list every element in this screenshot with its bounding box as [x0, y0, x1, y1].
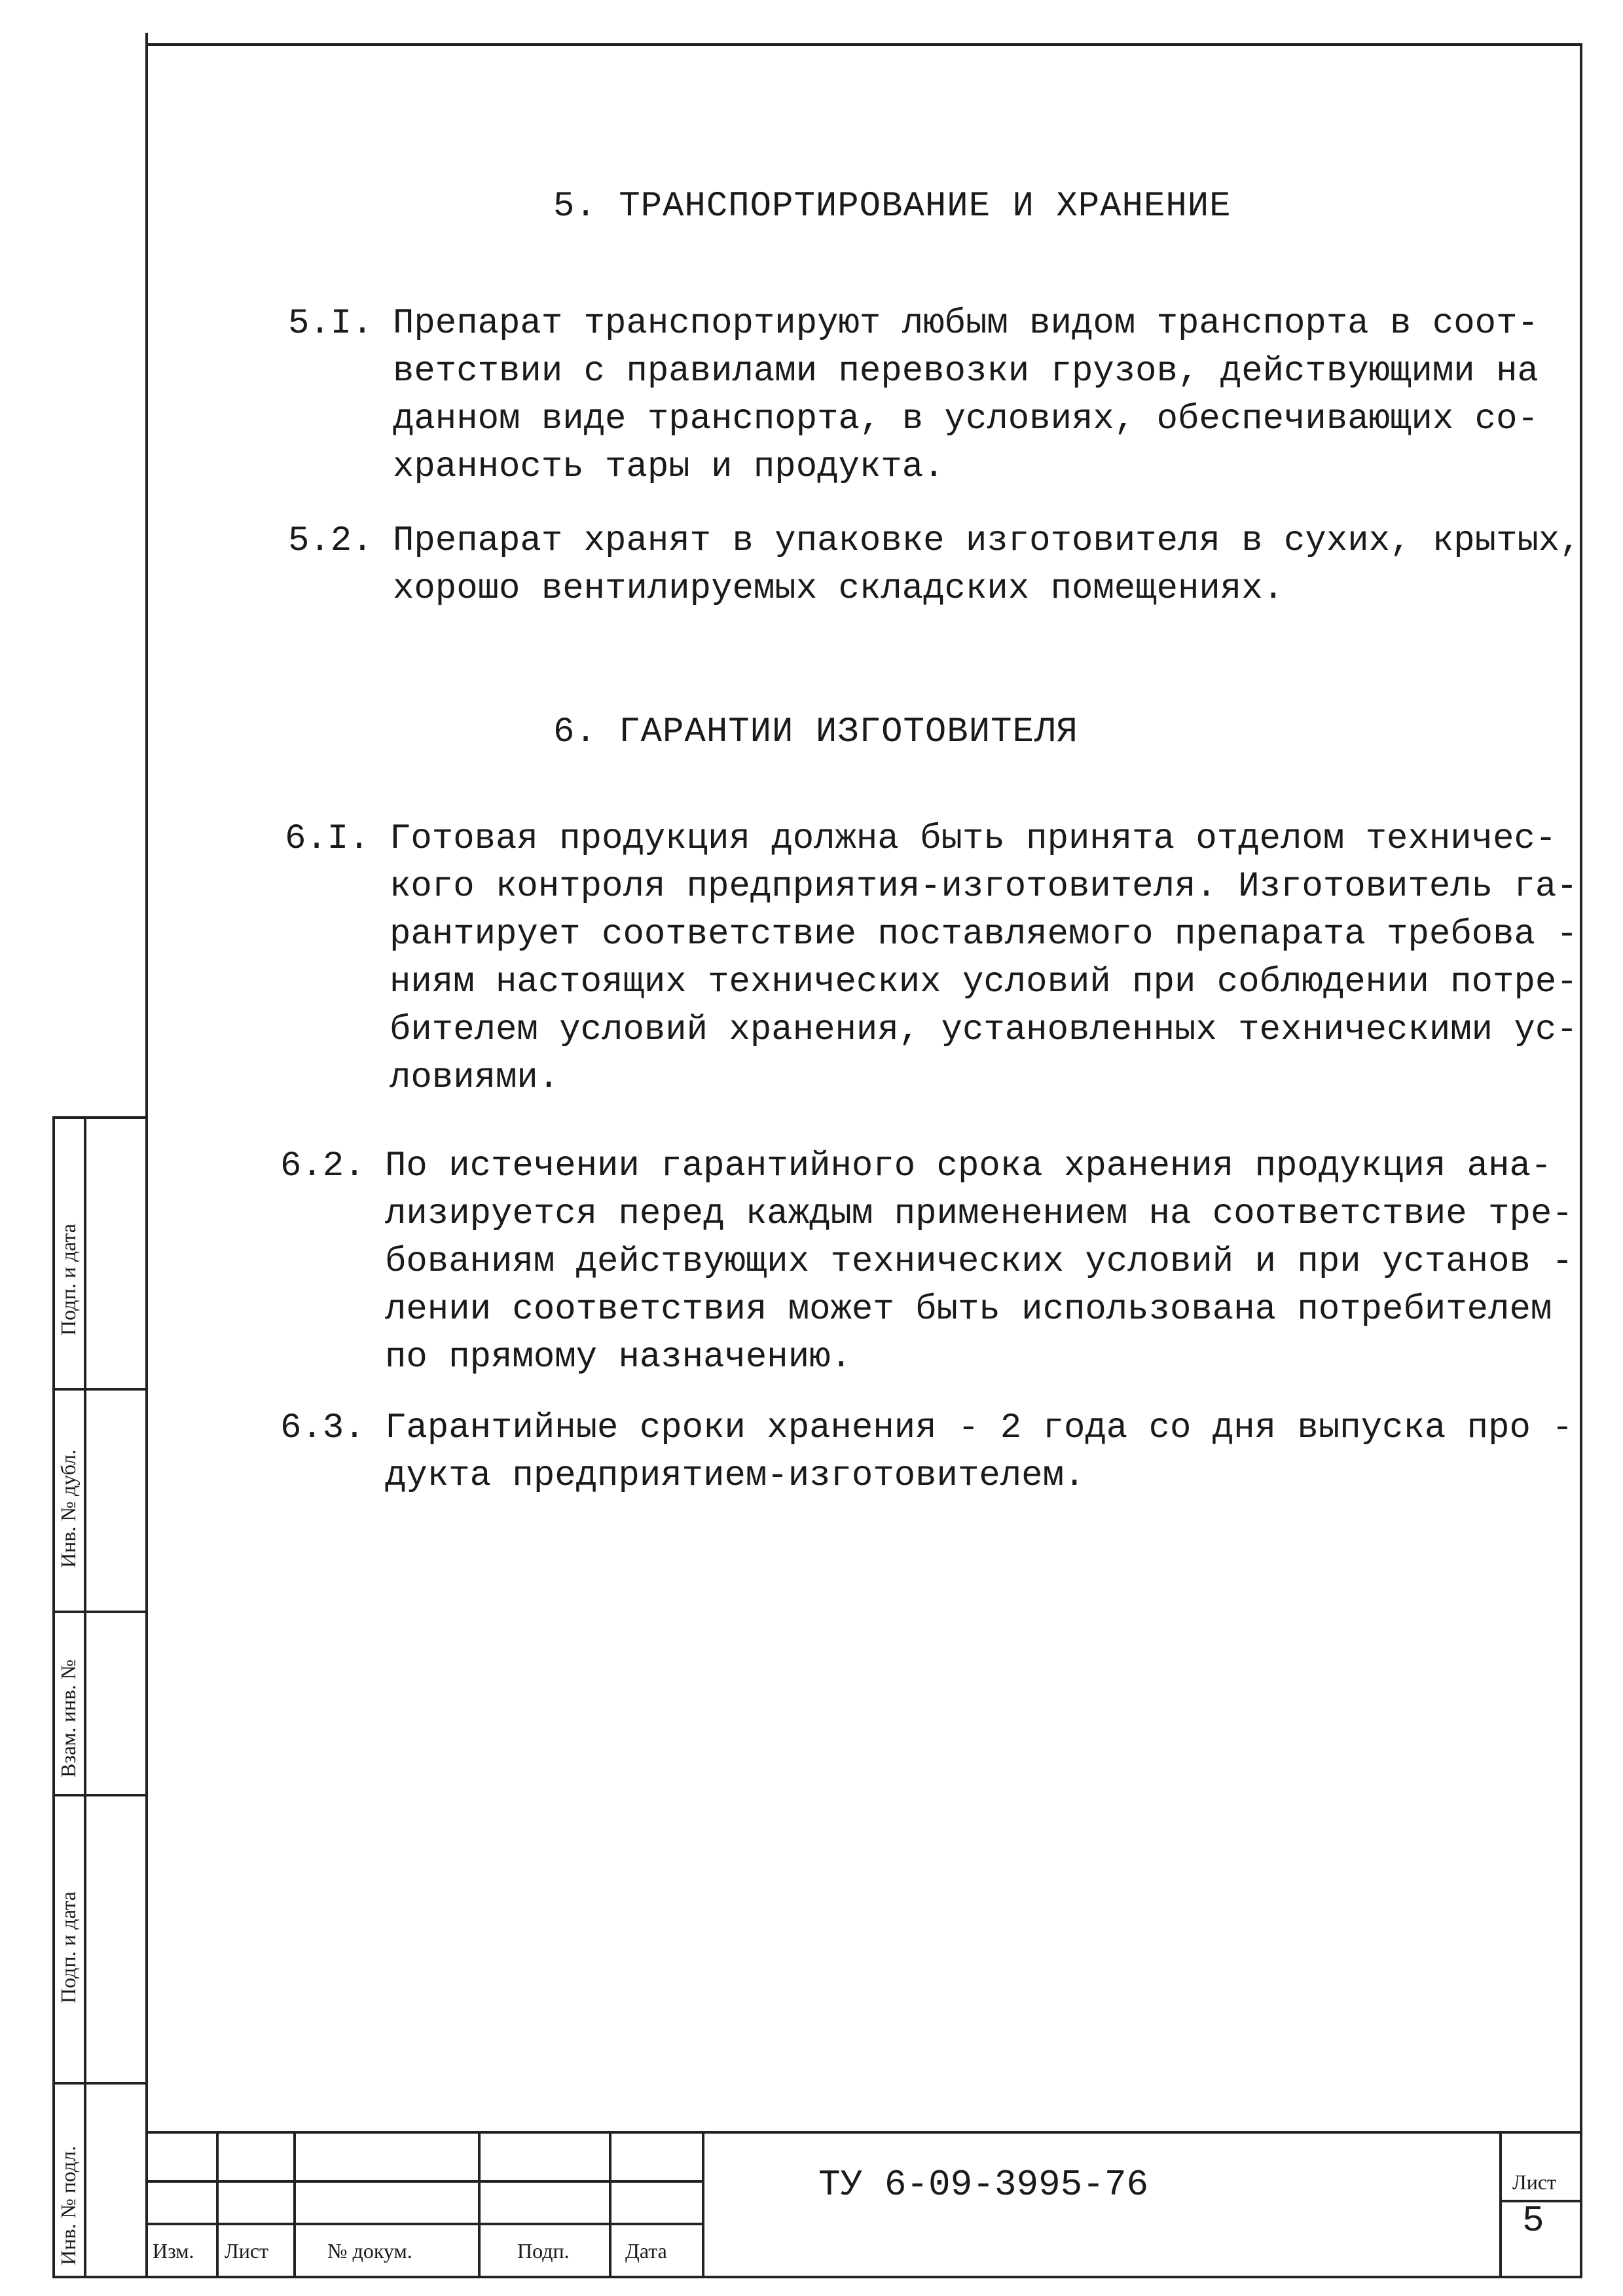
doc-number: ТУ 6-09-3995-76: [818, 2164, 1149, 2206]
item-line: лизируется перед каждым применением на соответствие тре-: [385, 1194, 1573, 1234]
item-line: ниям настоящих технических условий при соблюдении потре-: [390, 962, 1578, 1002]
col-izm: Изм.: [153, 2239, 194, 2263]
item-line: кого контроля предприятия-изготовителя. Изготовитель га-: [390, 867, 1578, 907]
item-line: По истечении гарантийного срока хранения продукция ана-: [385, 1146, 1552, 1186]
title-block-sheet-col: [1499, 2131, 1502, 2278]
item-line: бованиям действующих технических условий и при установ -: [385, 1242, 1573, 1282]
frame-top: [145, 43, 1582, 46]
item-number: 6.3.: [280, 1408, 365, 1448]
item-line: дукта предприятием-изготовителем.: [385, 1456, 1085, 1496]
item-line: данном виде транспорта, в условиях, обеспечивающих со-: [393, 399, 1539, 439]
item-line: лении соответствия может быть использована потребителем: [385, 1290, 1552, 1330]
frame-bottom: [145, 2276, 1582, 2278]
title-block-col: [293, 2131, 296, 2278]
side-stamp-divider: [84, 1116, 86, 2278]
section5-title: 5. ТРАНСПОРТИРОВАНИЕ И ХРАНЕНИЕ: [553, 187, 1231, 227]
title-block-col: [702, 2131, 704, 2278]
item-line: хранность тары и продукта.: [393, 447, 945, 487]
title-block-row: [145, 2180, 702, 2183]
side-label-vzam-inv: Взам. инв. №: [56, 1659, 80, 1777]
side-label-inv-dubl: Инв. № дубл.: [56, 1449, 80, 1568]
side-stamp-sep: [52, 1794, 145, 1796]
side-stamp-left-border: [52, 1116, 55, 2278]
item-number: 6.2.: [280, 1146, 365, 1186]
side-label-inv-podl: Инв. № подл.: [56, 2145, 80, 2265]
side-stamp-bottom: [52, 2276, 145, 2278]
title-block-row: [145, 2223, 702, 2225]
item-line: по прямому назначению.: [385, 1338, 852, 1377]
col-data: Дата: [625, 2239, 667, 2263]
title-block-col: [478, 2131, 481, 2278]
title-block-top: [145, 2131, 1582, 2134]
item-line: рантирует соответствие поставляемого препарата требова -: [390, 915, 1578, 955]
sheet-number: 5: [1522, 2200, 1544, 2242]
item-line: Препарат транспортируют любым видом транспорта в соот-: [393, 304, 1539, 344]
side-stamp-top: [52, 1116, 145, 1119]
sheet-label: Лист: [1512, 2170, 1557, 2194]
side-stamp-sep: [52, 2082, 145, 2085]
item-line: ловиями.: [390, 1058, 560, 1098]
item-line: хорошо вентилируемых складских помещениях.: [393, 569, 1285, 609]
item-number: 5.I.: [288, 304, 373, 344]
item-line: Готовая продукция должна быть принята отделом техничес-: [390, 819, 1557, 859]
item-number: 5.2.: [288, 521, 373, 561]
title-block-col: [216, 2131, 219, 2278]
item-line: бителем условий хранения, установленных техническими ус-: [390, 1010, 1578, 1050]
title-block-col: [609, 2131, 611, 2278]
col-nom-dokum: № докум.: [327, 2239, 412, 2263]
col-podp: Подп.: [517, 2239, 570, 2263]
frame-left: [145, 33, 148, 2278]
side-stamp-sep: [52, 1388, 145, 1391]
item-number: 6.I.: [285, 819, 370, 859]
frame-right: [1580, 46, 1582, 2278]
side-label-podp-data-upper: Подп. и дата: [56, 1224, 80, 1336]
item-line: Гарантийные сроки хранения - 2 года со дня выпуска про -: [385, 1408, 1573, 1448]
side-label-podp-data-lower: Подп. и дата: [56, 1891, 80, 2003]
item-line: ветствии с правилами перевозки грузов, действующими на: [393, 352, 1539, 392]
side-stamp-sep: [52, 1611, 145, 1613]
item-line: Препарат хранят в упаковке изготовителя в сухих, крытых,: [393, 521, 1581, 561]
col-list: Лист: [225, 2239, 269, 2263]
section6-title: 6. ГАРАНТИИ ИЗГОТОВИТЕЛЯ: [553, 712, 1078, 752]
